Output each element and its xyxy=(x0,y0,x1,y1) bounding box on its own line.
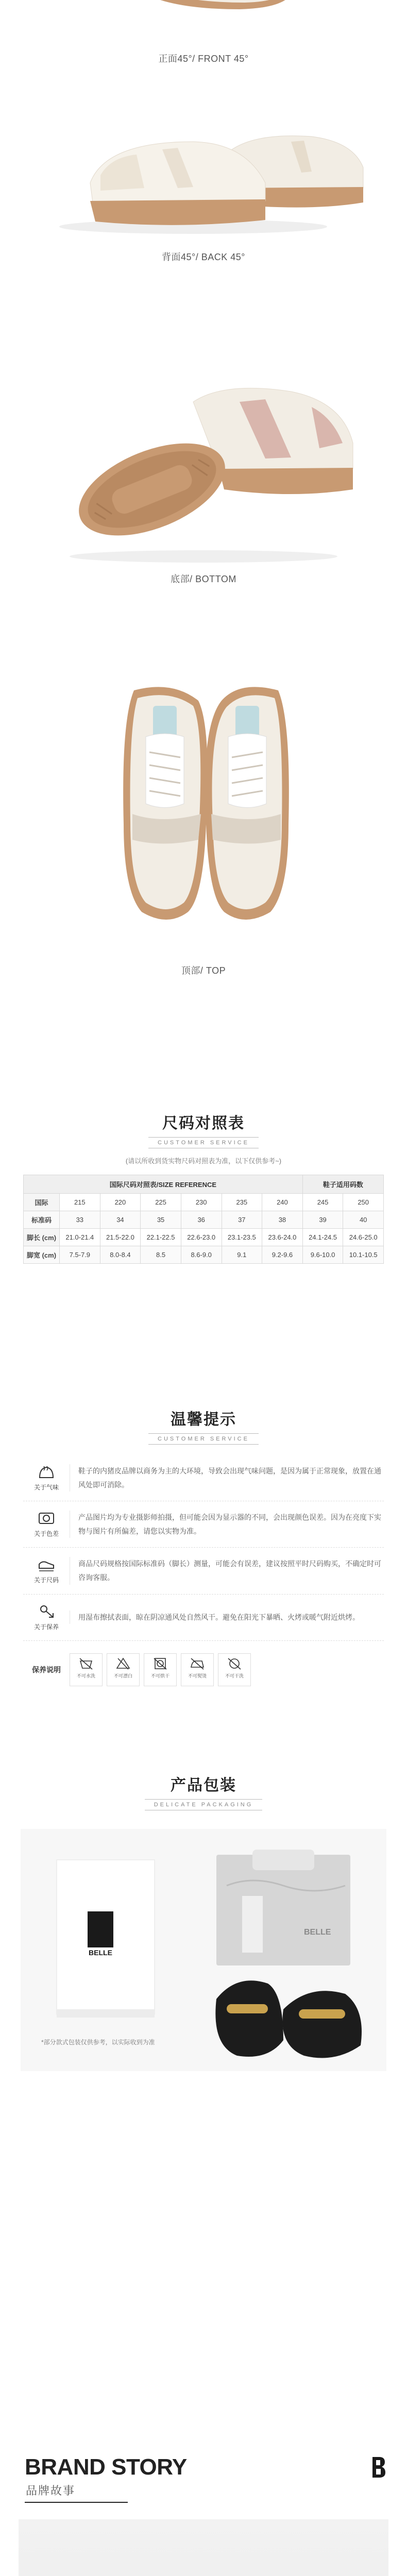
brand-story-subtitle: 品牌故事 xyxy=(26,2484,76,2497)
table-row: 脚宽 (cm) 7.5-7.9 8.0-8.4 8.5 8.6-9.0 9.1 9.2-9.6 9.6-10.0 10.1-10.5 xyxy=(24,1246,384,1264)
no-dry-icon xyxy=(152,1657,168,1670)
packaging-note: *部分款式包装仅供参考，以实际收到为准 xyxy=(41,2039,155,2046)
tip-text: 鞋子的内猪皮品牌以商务为主的大环境，导致会出现气味问题，是因为属于正常现象，放置在通风处即可消除。 xyxy=(70,1464,384,1492)
care-title: 保养说明 xyxy=(32,1665,61,1674)
table-row: 标准码 33 34 35 36 37 38 39 40 xyxy=(24,1211,384,1229)
back45-view xyxy=(0,85,407,263)
top-view xyxy=(0,670,407,977)
size-chart-title: 尺码对照表 xyxy=(162,1115,245,1132)
tip-item xyxy=(23,1455,384,1501)
back45-caption: 背面45°/ BACK 45° xyxy=(162,252,245,262)
tip-text: 商品尺码规格按国际标准码（脚长）测量，可能会有误差，建议按照平时尺码购买，不确定时可咨询客服。 xyxy=(70,1557,384,1584)
box-brand-label: BELLE xyxy=(89,1948,112,1957)
packaging-photo xyxy=(21,1829,386,2071)
front45-caption: 正面45°/ FRONT 45° xyxy=(158,54,249,64)
care-instructions xyxy=(23,1653,384,1686)
packaging-subtitle: DELICATE PACKAGING xyxy=(0,1799,407,1810)
brand-story-section xyxy=(0,2427,407,2576)
size-chart-note: (请以所收到货实物尺码对照表为准，以下仅供参考~) xyxy=(125,1157,282,1165)
loafer-image xyxy=(206,1963,371,2066)
belle-logo-icon xyxy=(371,2455,386,2479)
care-item: 不可熨烫 xyxy=(181,1653,214,1686)
bag-brand-label: BELLE xyxy=(304,1928,331,1937)
care-item: 不可水洗 xyxy=(70,1653,103,1686)
smell-icon xyxy=(38,1464,55,1480)
bottom-shoe-image xyxy=(23,371,384,567)
bottom-caption: 底部/ BOTTOM xyxy=(171,574,236,584)
ambassador-image xyxy=(19,2519,388,2576)
tips-title: 温馨提示 xyxy=(171,1411,236,1428)
bottom-view xyxy=(0,371,407,585)
size-chart-subtitle: CUSTOMER SERVICE xyxy=(0,1137,407,1148)
front45-view xyxy=(0,0,407,65)
brand-title-underline xyxy=(25,2502,128,2503)
no-iron-icon xyxy=(190,1657,205,1670)
tips-section xyxy=(0,1406,407,1686)
tip-label: 关于保养 xyxy=(33,1623,59,1631)
dust-bag-image xyxy=(211,1844,355,1973)
size-table-header-left: 国际尺码对照表/SIZE REFERENCE xyxy=(24,1175,303,1194)
tip-text: 产品图片均为专业摄影师拍摄，但可能会因为显示器的不同，会出现颜色误差。因为在亮度下实物与图片有所偏差，请您以实物为准。 xyxy=(70,1511,384,1538)
tip-label: 关于尺码 xyxy=(33,1577,59,1584)
table-row: 脚长 (cm) 21.0-21.4 21.5-22.0 22.1-22.5 22.6-23.0 23.1-23.5 23.6-24.0 24.1-24.5 24.6-25.0 xyxy=(24,1229,384,1246)
top-shoe-image xyxy=(23,670,384,958)
no-bleach-icon xyxy=(115,1657,131,1670)
size-table xyxy=(23,1175,384,1264)
top-caption: 顶部/ TOP xyxy=(181,965,226,976)
packaging-section xyxy=(0,1772,407,2133)
tips-subtitle: CUSTOMER SERVICE xyxy=(0,1433,407,1445)
care-item: 不可干洗 xyxy=(218,1653,251,1686)
size-table-header-right: 鞋子适用码数 xyxy=(302,1175,383,1194)
no-wash-icon xyxy=(78,1657,94,1670)
tip-item xyxy=(23,1501,384,1548)
ambassador-photo xyxy=(19,2519,388,2576)
tip-text: 用湿布擦拭表面，晾在阴凉通风处自然风干。避免在阳光下暴晒、火烤或暖气附近烘烤。 xyxy=(70,1611,384,1624)
packaging-title: 产品包装 xyxy=(171,1777,236,1794)
table-row: 国际 215 220 225 230 235 240 245 250 xyxy=(24,1194,384,1211)
tip-label: 关于气味 xyxy=(33,1484,59,1492)
care-icon xyxy=(38,1604,55,1619)
size-icon xyxy=(38,1557,55,1572)
no-dryclean-icon xyxy=(227,1657,242,1670)
size-chart-section xyxy=(0,1110,407,1264)
color-icon xyxy=(38,1511,55,1526)
care-item: 不可漂白 xyxy=(107,1653,140,1686)
care-item: 不可烘干 xyxy=(144,1653,177,1686)
back45-shoe-image xyxy=(23,85,384,245)
tip-item xyxy=(23,1548,384,1594)
tip-label: 关于色差 xyxy=(33,1530,59,1538)
tip-item xyxy=(23,1595,384,1641)
shoe-box-image xyxy=(52,1855,165,2025)
brand-story-title: BRAND STORY xyxy=(25,2454,187,2480)
